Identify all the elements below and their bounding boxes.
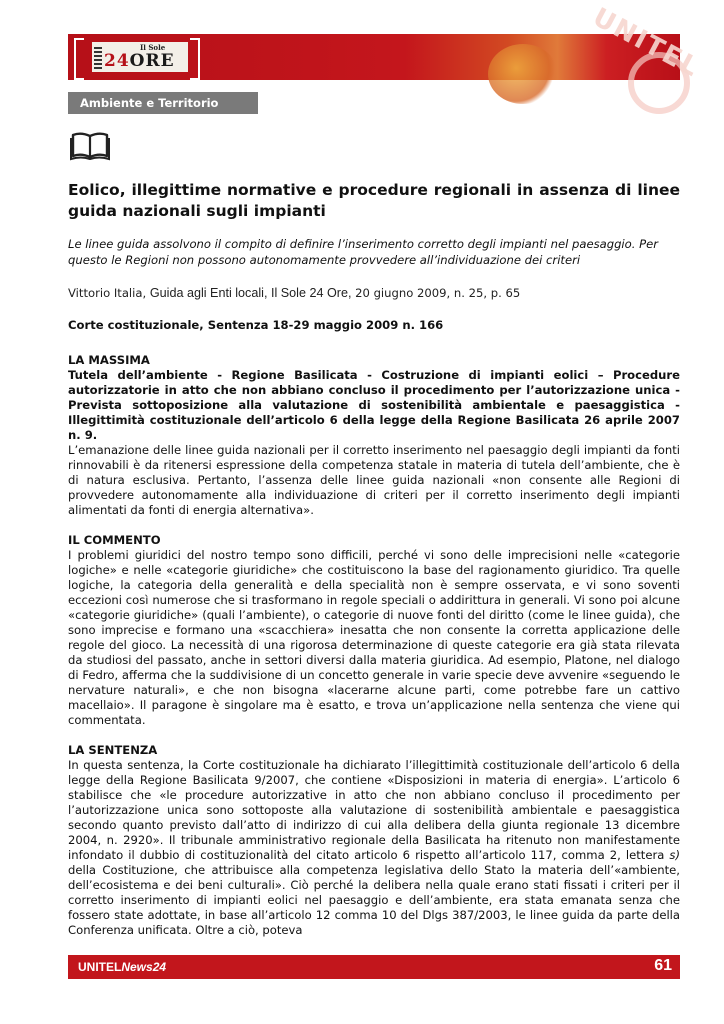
massima-text: L’emanazione delle linee guida nazionali per il corretto inserimento nel paesaggio degli impianti da fonti rinnovabili è da ritenersi espressione della competenza statale in materia di tutela dell’ambiente, che è di natura esclusiva. Pertanto, l’assenza delle linee guida nazionali «non consente alle Regioni di provvedere autonomamente alla individuazione di criteri per il corretto inserimento degli impianti alimentati da fonti di energia alternativa». — [68, 443, 680, 517]
header-banner — [68, 2, 705, 84]
commento-text: I problemi giuridici del nostro tempo sono difficili, perché vi sono delle imprecisioni nelle «categorie logiche» e nelle «categorie giuridiche» che costituiscono la base del ragionamento giuridico. Tra quelle logiche, la categoria della generalità e della specialità non è sempre osservata, e vi sono soventi eccezioni così numerose che si trasformano in regole speciali o addirittura in generali. Vi sono poi alcune «categorie giuridiche» (quali l’ambiente), o categorie di nuove fonti del diritto (come le linee guida), che sono imprecise e formano una «scacchiera» inesatta che non consente la corretta applicazione delle regole del gioco. La necessità di una rigorosa determinazione di queste categorie era già stata rilevata da studiosi del passato, anche in settori diversi dalla materia giuridica. Ad esempio, Platone, nel dialogo di Fedro, afferma che la suddivisione di un concetto generale in varie specie deve avvenire «seguendo le nervature naturali», e che non bisogna «lacerarne alcune parti, come potrebbe fare un cattivo macellaio». Il paragone è singolare ma è esatto, e trova un’applicazione nella sentenza che viene qui commentata. — [68, 548, 680, 727]
open-book-icon — [70, 131, 110, 161]
sole24ore-logo — [92, 42, 188, 72]
massima-heading: LA MASSIMA — [68, 353, 150, 367]
article-title: Eolico, illegittime normative e procedure regionali in assenza di linee guida nazionali sugli impianti — [68, 181, 680, 220]
logo-bracket-right — [190, 38, 200, 80]
page-number: 61 — [654, 957, 672, 974]
banner-deco-word: UNITEL — [587, 2, 705, 84]
court-reference: Corte costituzionale, Sentenza 18-29 maggio 2009 n. 166 — [68, 318, 444, 332]
logo-top-text: Il Sole — [140, 43, 166, 52]
sentenza-text: In questa sentenza, la Corte costituzionale ha dichiarato l’illegittimità costituzionale dell’articolo 6 della legge della Regione Basilicata 9/2007, che contiene «Disposizioni in materia di energia». L’articolo 6 stabilisce che «le procedure autorizzative in atto che non abbiano concluso il procedimento per l’autorizzazione unica sono sottoposte alla valutazione di sostenibilità ambientale e paesaggistica secondo quanto previsto dall’atto di indirizzo di cui alla delibera della giunta regionale 13 dicembre 2004, n. 2920». Il tribunale amministrativo regionale della Basilicata ha ritenuto non manifestamente infondato il dubbio di costituzionalità del citato articolo 6 rispetto all’articolo 117, comma 2, lettera s) della Costituzione, che attribuisce alla competenza legislativa dello Stato la materia dell’«ambiente, dell’ecosistema e dei beni culturali». Ciò perché la delibera nella quale erano stati fissati i criteri per il corretto inserimento di impianti eolici nel paesaggio e dell’ambiente, era stata emanata senza che fossero state adottate, in base all’articolo 12 comma 10 del Dlgs 387/2003, le linee guida da parte della Conferenza unificata. Oltre a ciò, poteva — [68, 758, 680, 937]
article — [68, 180, 680, 953]
logo-main-text: 24ORE — [104, 51, 175, 71]
banner-decoration — [488, 44, 558, 104]
section-label: Ambiente e Territorio — [80, 96, 219, 110]
logo-bracket-left — [74, 38, 84, 80]
footer-bar — [68, 955, 680, 979]
section-tag — [68, 92, 258, 114]
article-lead: Le linee guida assolvono il compito di definire l’inserimento corretto degli impianti nel paesaggio. Per questo le Regioni non possono autonomamente provvedere all’individuazione dei criteri — [68, 237, 659, 267]
byline-author: Vittorio Italia, — [68, 286, 150, 300]
logo-building-icon — [94, 45, 102, 69]
massima-summary: Tutela dell’ambiente - Regione Basilicata - Costruzione di impianti eolici – Procedure autorizzatorie in atto che non abbiano concluso il procedimento per l’autorizzazione unica - Prevista sottoposizione alla valutazione di sostenibilità ambientale e paesaggistica - Illegittimità costituzionale dell’articolo 6 della legge della Regione Basilicata 26 aprile 2007 n. 9. — [68, 368, 680, 442]
commento-heading: IL COMMENTO — [68, 533, 161, 547]
byline-details: 20 giugno 2009, n. 25, p. 65 — [351, 286, 521, 300]
article-byline — [68, 285, 680, 301]
sentenza-heading: LA SENTENZA — [68, 743, 158, 757]
footer-brand: UNITELNews24 — [78, 960, 167, 974]
byline-source: Guida agli Enti locali, Il Sole 24 Ore, — [149, 286, 352, 300]
